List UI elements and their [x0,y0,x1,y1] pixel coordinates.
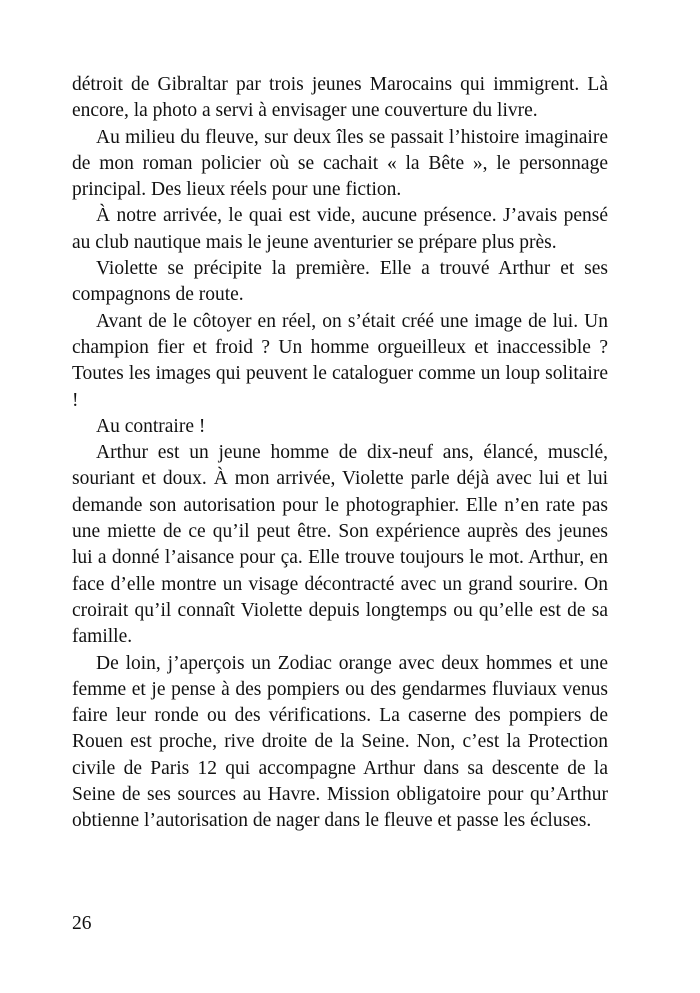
page-number: 26 [72,913,92,934]
paragraph: Avant de le côtoyer en réel, on s’était créé une image de lui. Un champion fier et froid ? Un homme orgueilleux et inaccessible ? Toutes les images qui peuvent le cataloguer comme un loup solitaire ! [72,310,608,411]
page-body [72,72,608,835]
paragraph: De loin, j’aperçois un Zodiac orange avec deux hommes et une femme et je pense à des pompiers ou des gendarmes fluviaux venus faire leur ronde ou des vérifications. La caserne des pompiers de Rouen est proche, rive droite de la Seine. Non, c’est la Protection civile de Paris 12 qui accompagne Arthur dans sa descente de la Seine de ses sources au Havre. Mission obligatoire pour qu’Arthur obtienne l’autorisation de nager dans le fleuve et passe les écluses. [72,652,608,832]
paragraph-continued: détroit de Gibraltar par trois jeunes Marocains qui immigrent. Là encore, la photo a servi à envisager une couverture du livre. [72,74,608,122]
paragraph: À notre arrivée, le quai est vide, aucune présence. J’avais pensé au club nautique mais le jeune aventurier se prépare plus près. [72,205,608,253]
paragraph: Arthur est un jeune homme de dix-neuf ans, élancé, musclé, souriant et doux. À mon arrivée, Violette parle déjà avec lui et lui demande son autorisation pour le photographier. Elle n’en rate pas une miette de ce qu’il peut être. Son expérience auprès des jeunes lui a donné l’aisance pour ça. Elle trouve toujours le mot. Arthur, en face d’elle montre un visage décontracté avec un grand sourire. On croirait qu’il connaît Violette depuis longtemps ou qu’elle est de sa famille. [72,442,608,648]
paragraph: Au milieu du fleuve, sur deux îles se passait l’histoire imaginaire de mon roman policier où se cachait « la Bête », le personnage principal. Des lieux réels pour une fiction. [72,126,608,201]
paragraph: Au contraire ! [96,415,206,437]
paragraph: Violette se précipite la première. Elle a trouvé Arthur et ses compagnons de route. [72,258,608,306]
